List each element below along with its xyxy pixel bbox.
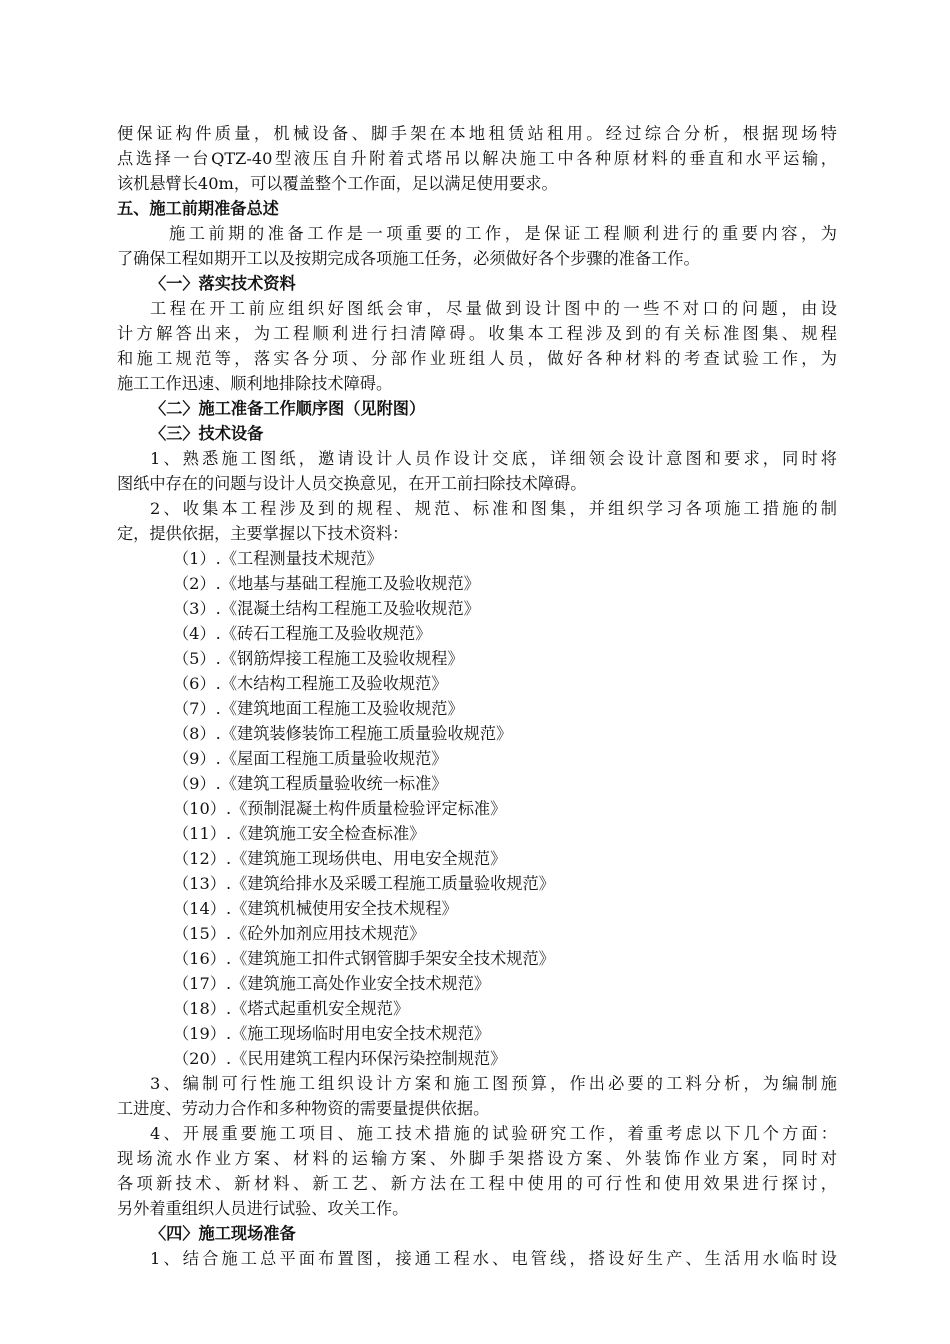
list-item: （4）.《砖石工程施工及验收规范》 [173, 624, 432, 643]
paragraph-line: 了确保工程如期开工以及按期完成各项施工任务，必须做好各个步骤的准备工作。 [117, 249, 700, 268]
list-item: （1）.《工程测量技术规范》 [173, 549, 383, 568]
paragraph-line: 定，提供依据，主要掌握以下技术资料： [117, 524, 409, 543]
subsection-heading: 〈四〉施工现场准备 [150, 1224, 296, 1243]
list-item: （19）.《施工现场临时用电安全技术规范》 [173, 1024, 491, 1043]
paragraph-line: 现场流水作业方案、材料的运输方案、外脚手架搭设方案、外装饰作业方案，同时对 [117, 1149, 837, 1168]
section-heading: 五、施工前期准备总述 [117, 199, 279, 218]
intro-line: 该机悬臂长40m，可以覆盖整个工作面，足以满足使用要求。 [117, 174, 558, 193]
list-item: （12）.《建筑施工现场供电、用电安全规范》 [173, 849, 507, 868]
list-item: （11）.《建筑施工安全检查标准》 [173, 824, 426, 843]
paragraph-line: 1、熟悉施工图纸，邀请设计人员作设计交底，详细领会设计意图和要求，同时将 [150, 449, 837, 468]
list-item: （7）.《建筑地面工程施工及验收规范》 [173, 699, 464, 718]
paragraph-line: 各项新技术、新材料、新工艺、新方法在工程中使用的可行性和使用效果进行探讨， [117, 1174, 837, 1193]
paragraph-line: 1、结合施工总平面布置图，接通工程水、电管线，搭设好生产、生活用水临时设 [150, 1249, 837, 1268]
list-item: （5）.《钢筋焊接工程施工及验收规程》 [173, 649, 464, 668]
subsection-heading: 〈二〉施工准备工作顺序图（见附图） [150, 399, 426, 418]
list-item: （8）.《建筑装修装饰工程施工质量验收规范》 [173, 724, 513, 743]
subsection-heading: 〈三〉技术设备 [150, 424, 264, 443]
intro-line: 点选择一台QTZ-40型液压自升附着式塔吊以解决施工中各种原材料的垂直和水平运输， [117, 149, 837, 168]
paragraph-line: 2、收集本工程涉及到的规程、规范、标准和图集，并组织学习各项施工措施的制 [150, 499, 837, 518]
list-item: （17）.《建筑施工高处作业安全技术规范》 [173, 974, 491, 993]
paragraph-line: 施工工作迅速、顺利地排除技术障碍。 [117, 374, 393, 393]
list-item: （3）.《混凝土结构工程施工及验收规范》 [173, 599, 480, 618]
paragraph-line: 图纸中存在的问题与设计人员交换意见，在开工前扫除技术障碍。 [117, 474, 587, 493]
document-page [117, 121, 837, 1271]
paragraph-line: 和施工规范等，落实各分项、分部作业班组人员，做好各种材料的考查试验工作，为 [117, 349, 837, 368]
paragraph-line: 计方解答出来，为工程顺利进行扫清障碍。收集本工程涉及到的有关标准图集、规程 [117, 324, 837, 343]
paragraph-line: 4、开展重要施工项目、施工技术措施的试验研究工作，着重考虑以下几个方面： [150, 1124, 837, 1143]
list-item: （16）.《建筑施工扣件式钢管脚手架安全技术规范》 [173, 949, 555, 968]
intro-line: 便保证构件质量，机械设备、脚手架在本地租赁站租用。经过综合分析，根据现场特 [117, 124, 837, 143]
list-item: （9）.《建筑工程质量验收统一标准》 [173, 774, 448, 793]
standards-list [117, 546, 837, 1071]
list-item: （18）.《塔式起重机安全规范》 [173, 999, 410, 1018]
list-item: （15）.《砼外加剂应用技术规范》 [173, 924, 426, 943]
list-item: （6）.《木结构工程施工及验收规范》 [173, 674, 448, 693]
paragraph-line: 工程在开工前应组织好图纸会审，尽量做到设计图中的一些不对口的问题，由设 [150, 299, 837, 318]
list-item: （2）.《地基与基础工程施工及验收规范》 [173, 574, 480, 593]
paragraph-line: 另外着重组织人员进行试验、攻关工作。 [117, 1199, 409, 1218]
list-item: （10）.《预制混凝土构件质量检验评定标准》 [173, 799, 507, 818]
paragraph-line: 工进度、劳动力合作和多种物资的需要量提供依据。 [117, 1099, 490, 1118]
paragraph-line: 3、编制可行性施工组织设计方案和施工图预算，作出必要的工料分析，为编制施 [150, 1074, 837, 1093]
list-item: （20）.《民用建筑工程内环保污染控制规范》 [173, 1049, 507, 1068]
subsection-heading: 〈一〉落实技术资料 [150, 274, 296, 293]
list-item: （9）.《屋面工程施工质量验收规范》 [173, 749, 448, 768]
paragraph-line: 施工前期的准备工作是一项重要的工作，是保证工程顺利进行的重要内容，为 [169, 224, 837, 243]
list-item: （13）.《建筑给排水及采暖工程施工质量验收规范》 [173, 874, 555, 893]
list-item: （14）.《建筑机械使用安全技术规程》 [173, 899, 458, 918]
